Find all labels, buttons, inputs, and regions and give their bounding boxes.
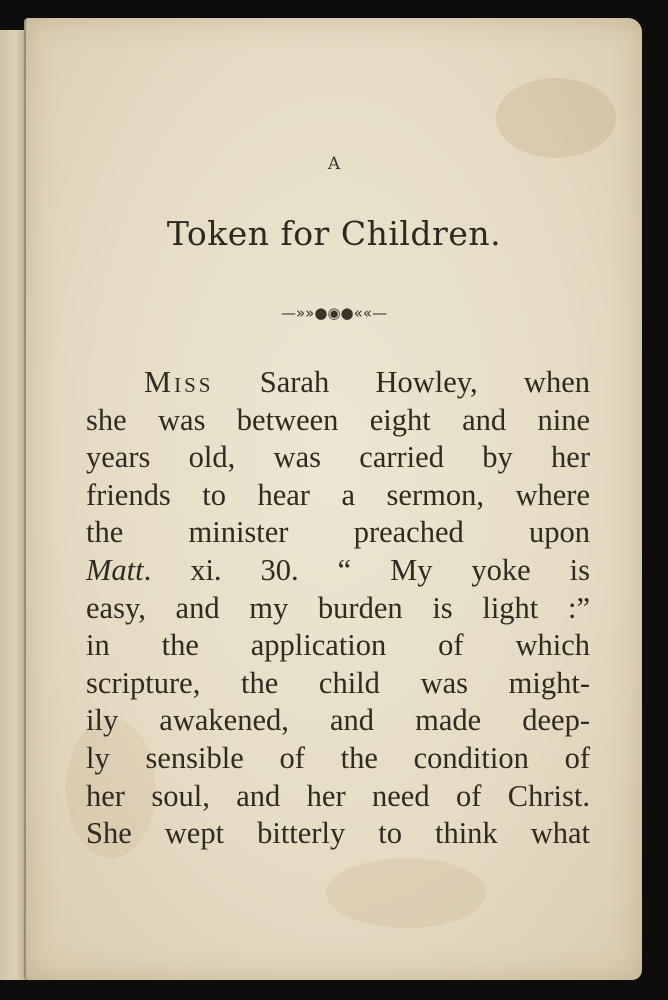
paper-stain: [326, 858, 486, 928]
text-line: years old, was carried by her: [86, 440, 590, 475]
paper-stain: [496, 78, 616, 158]
text-line: her soul, and her need of Christ.: [86, 778, 590, 813]
book-page: [24, 18, 642, 980]
text-line: scripture, the child was might-: [86, 665, 590, 700]
text-line: [86, 364, 590, 402]
text-line: she was between eight and nine: [86, 402, 590, 437]
text-line-content: . xi. 30. “ My yoke is: [143, 552, 590, 587]
ornament-divider: —»»●◉●««—: [281, 304, 387, 322]
text-line: friends to hear a sermon, where: [86, 477, 590, 512]
text-line: ily awakened, and made deep-: [86, 703, 590, 738]
text-line: the minister preached upon: [86, 515, 590, 550]
page-title: Token for Children.: [166, 214, 502, 253]
text-line: [86, 552, 590, 590]
drop-word: Miss: [144, 365, 214, 399]
text-line: She wept bitterly to think what: [86, 816, 590, 851]
text-line: ly sensible of the condition of: [86, 740, 590, 775]
text-line-content: Sarah Howley, when: [259, 365, 590, 399]
text-line: easy, and my burden is light :”: [86, 590, 590, 625]
italic-reference: Matt: [86, 552, 144, 587]
text-line: in the application of which: [86, 628, 590, 663]
page-heading-article: A: [327, 154, 341, 174]
body-text: [86, 364, 590, 853]
